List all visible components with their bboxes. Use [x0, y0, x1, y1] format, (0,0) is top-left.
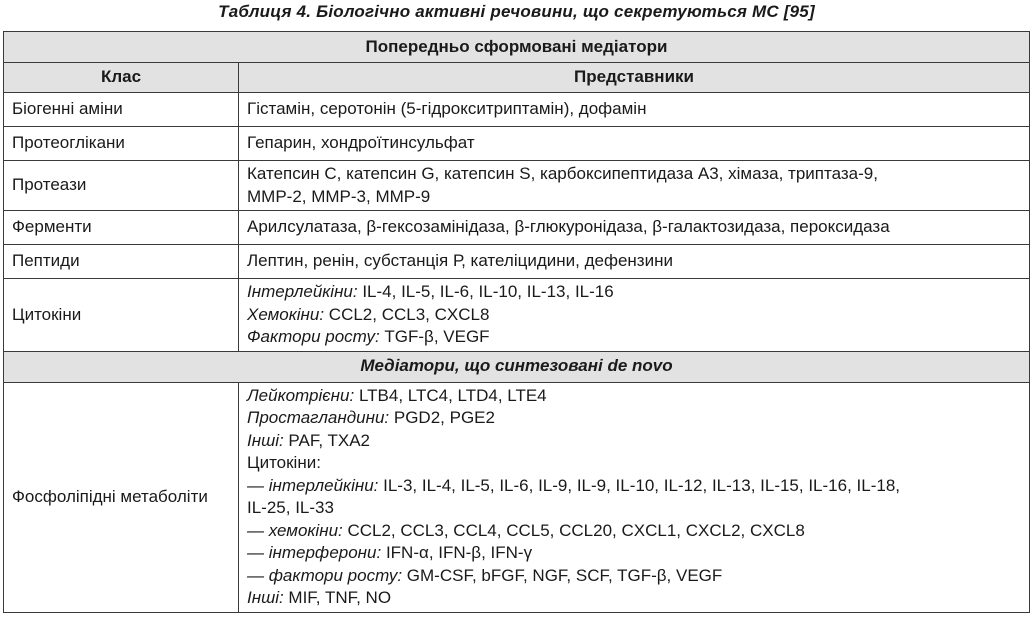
column-header-representatives: Представники: [239, 63, 1030, 93]
representatives-cell: [239, 382, 1030, 612]
category-label: Інтерлейкіни:: [247, 282, 358, 301]
category-label: Простагландини:: [247, 408, 390, 427]
class-cell: Ферменти: [4, 211, 239, 245]
representatives-text: Цитокіни:: [247, 453, 321, 472]
representatives-text: Гепарин, хондроїтинсульфат: [247, 133, 475, 153]
representatives-line: [247, 98, 1021, 121]
representatives-line: [247, 587, 1021, 610]
representatives-cell: [239, 127, 1030, 161]
table-row: [4, 245, 1030, 279]
section-header-preformed: [4, 32, 1030, 63]
table-row: [4, 161, 1030, 211]
class-cell: Пептиди: [4, 245, 239, 279]
column-header-class: Клас: [4, 63, 239, 93]
category-label: Хемокіни:: [247, 304, 325, 324]
representatives-text: Гістамін, серотонін (5-гідрокситриптамін), дофамін: [247, 99, 647, 119]
category-label: Фактори росту:: [247, 327, 380, 346]
representatives-text: CCL2, CCL3, CXCL8: [324, 304, 490, 324]
table-caption: Таблиця 4. Біологічно активні речовини, що секретуються МС [95]: [218, 2, 815, 21]
class-cell: Цитокіни: [4, 279, 239, 352]
preformed-rows: [4, 93, 1030, 352]
representatives-text: IL-25, IL-33: [247, 498, 334, 517]
category-label: — інтерлейкіни:: [247, 475, 379, 495]
mediators-table: [3, 31, 1030, 613]
representatives-line: [247, 281, 1021, 304]
representatives-text: GM-CSF, bFGF, NGF, SCF, TGF-β, VEGF: [402, 565, 723, 585]
class-cell: Біогенні аміни: [4, 93, 239, 127]
representatives-line: [247, 475, 1021, 498]
representatives-line: [247, 452, 1021, 475]
class-cell: Протеази: [4, 161, 239, 211]
section-header-denovo: [4, 351, 1030, 382]
category-label: — інтерферони:: [247, 543, 382, 562]
representatives-line: [247, 385, 1021, 408]
representatives-text: Лептин, ренін, субстанція Р, кателіцидини, дефензини: [247, 251, 673, 271]
representatives-text: MIF, TNF, NO: [283, 588, 392, 607]
representatives-text: PAF, TXA2: [283, 430, 370, 450]
table-row: [4, 127, 1030, 161]
category-label: Інші:: [247, 430, 284, 450]
representatives-line: [247, 520, 1021, 543]
representatives-text: LTB4, LTC4, LTD4, LTE4: [354, 385, 547, 405]
representatives-cell: [239, 93, 1030, 127]
representatives-line: [247, 565, 1021, 588]
representatives-line: [247, 326, 1021, 349]
table-row: [4, 93, 1030, 127]
representatives-text: Арилсулатаза, β-гексозамінідаза, β-глюкуронідаза, β-галактозидаза, пероксидаза: [247, 217, 890, 237]
table-row: [4, 279, 1030, 352]
representatives-line: [247, 216, 1021, 239]
representatives-line: [247, 407, 1021, 430]
representatives-cell: [239, 245, 1030, 279]
representatives-text: IFN-α, IFN-β, IFN-γ: [381, 543, 533, 562]
representatives-text: Катепсин С, катепсин G, катепсин S, карбоксипептидаза А3, хімаза, триптаза-9,: [247, 164, 878, 183]
table-row: [4, 211, 1030, 245]
representatives-line: [247, 250, 1021, 273]
class-cell: Протеоглікани: [4, 127, 239, 161]
table-row: [4, 382, 1030, 612]
class-cell: Фосфоліпідні метаболіти: [4, 382, 239, 612]
section-title-preformed: Попередньо сформовані медіатори: [4, 32, 1030, 63]
representatives-text: ММР-2, ММР-3, ММР-9: [247, 186, 431, 206]
category-label: — хемокіни:: [247, 520, 343, 540]
category-label: Інші:: [247, 588, 284, 607]
category-label: Лейкотрієни:: [247, 385, 355, 405]
section-title-denovo: Медіатори, що синтезовані de novo: [4, 351, 1030, 382]
representatives-text: CCL2, CCL3, CCL4, CCL5, CCL20, CXCL1, CXCL2, CXCL8: [342, 520, 805, 540]
category-label: — фактори росту:: [247, 565, 403, 585]
column-header-row: [4, 63, 1030, 93]
representatives-text: TGF-β, VEGF: [379, 327, 490, 346]
representatives-cell: [239, 161, 1030, 211]
representatives-text: IL-3, IL-4, IL-5, IL-6, IL-9, IL-9, IL-10, IL-12, IL-13, IL-15, IL-16, IL-18,: [378, 475, 900, 495]
representatives-line: [247, 542, 1021, 565]
representatives-cell: [239, 211, 1030, 245]
representatives-line: [247, 497, 1021, 520]
representatives-text: IL-4, IL-5, IL-6, IL-10, IL-13, IL-16: [357, 282, 614, 301]
representatives-line: [247, 132, 1021, 155]
denovo-rows: [4, 382, 1030, 612]
representatives-cell: [239, 279, 1030, 352]
representatives-line: [247, 430, 1021, 453]
representatives-line: [247, 304, 1021, 327]
representatives-text: PGD2, PGE2: [389, 408, 495, 427]
representatives-line: [247, 163, 1021, 186]
representatives-line: [247, 186, 1021, 209]
